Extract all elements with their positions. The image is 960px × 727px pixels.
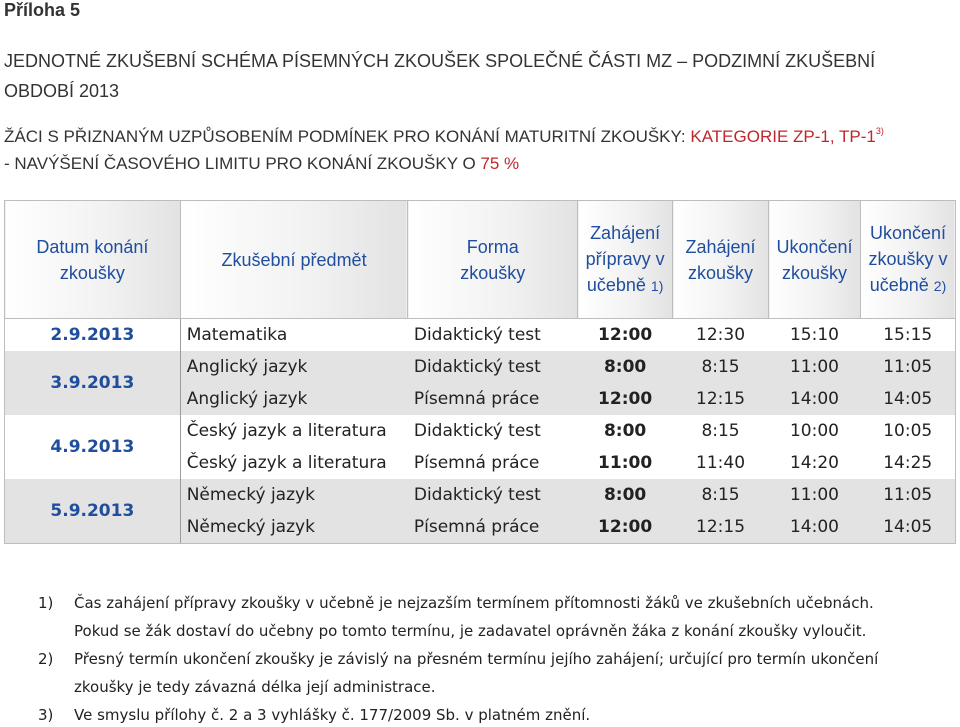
end-time-cell: 14:00 bbox=[769, 511, 861, 544]
exam-date: 3.9.2013 bbox=[5, 351, 181, 415]
end-time-cell: 15:10 bbox=[769, 319, 861, 352]
time-limit-prefix: - NAVÝŠENÍ ČASOVÉHO LIMITU PRO KONÁNÍ ZKOUŠKY O bbox=[4, 154, 481, 173]
exam-date: 5.9.2013 bbox=[5, 479, 181, 544]
subject-cell: Matematika bbox=[180, 319, 408, 352]
end-time-cell: 11:00 bbox=[769, 351, 861, 383]
start-time-cell: 11:40 bbox=[673, 447, 769, 479]
form-cell: Didaktický test bbox=[408, 351, 578, 383]
table-row bbox=[5, 415, 956, 447]
footnote-text: Ve smyslu přílohy č. 2 a 3 vyhlášky č. 177/2009 Sb. v platném znění. bbox=[74, 706, 591, 724]
footnote-text: zkoušky je tedy závazná délka její administrace. bbox=[74, 678, 436, 696]
end-time-cell: 10:00 bbox=[769, 415, 861, 447]
start-time-cell: 8:15 bbox=[673, 415, 769, 447]
room-end-time-cell: 11:05 bbox=[860, 479, 955, 511]
exam-date: 4.9.2013 bbox=[5, 415, 181, 479]
room-end-time-cell: 14:05 bbox=[860, 511, 955, 544]
subject-cell: Německý jazyk bbox=[180, 479, 408, 511]
form-cell: Didaktický test bbox=[408, 479, 578, 511]
prep-time-cell: 12:00 bbox=[578, 511, 673, 544]
table-row bbox=[5, 479, 956, 511]
footnote-number: 3) bbox=[38, 706, 54, 724]
form-cell: Písemná práce bbox=[408, 383, 578, 415]
end-time-cell: 14:20 bbox=[769, 447, 861, 479]
pupils-line-1 bbox=[4, 126, 884, 147]
footnote-number: 1) bbox=[38, 594, 54, 612]
prep-time-cell: 11:00 bbox=[578, 447, 673, 479]
prep-time-cell: 8:00 bbox=[578, 479, 673, 511]
table-row bbox=[5, 319, 956, 352]
pupils-prefix: ŽÁCI S PŘIZNANÝM UZPŮSOBENÍM PODMÍNEK PRO KONÁNÍ MATURITNÍ ZKOUŠKY: bbox=[4, 127, 691, 146]
subject-cell: Anglický jazyk bbox=[180, 351, 408, 383]
start-time-cell: 8:15 bbox=[673, 351, 769, 383]
subject-cell: Německý jazyk bbox=[180, 511, 408, 544]
prep-time-cell: 12:00 bbox=[578, 383, 673, 415]
subject-cell: Anglický jazyk bbox=[180, 383, 408, 415]
end-time-cell: 11:00 bbox=[769, 479, 861, 511]
table-header-row bbox=[5, 201, 956, 319]
exam-schedule-table bbox=[4, 200, 956, 544]
form-cell: Didaktický test bbox=[408, 415, 578, 447]
form-cell: Písemná práce bbox=[408, 447, 578, 479]
prep-time-cell: 12:00 bbox=[578, 319, 673, 352]
end-time-cell: 14:00 bbox=[769, 383, 861, 415]
start-time-cell: 12:15 bbox=[673, 383, 769, 415]
room-end-time-cell: 15:15 bbox=[860, 319, 955, 352]
form-cell: Didaktický test bbox=[408, 319, 578, 352]
exam-date: 2.9.2013 bbox=[5, 319, 181, 352]
start-time-cell: 12:15 bbox=[673, 511, 769, 544]
room-end-time-cell: 11:05 bbox=[860, 351, 955, 383]
subject-cell: Český jazyk a literatura bbox=[180, 447, 408, 479]
header-exam-end: Ukončení zkoušky bbox=[769, 201, 861, 319]
room-end-time-cell: 10:05 bbox=[860, 415, 955, 447]
start-time-cell: 12:30 bbox=[673, 319, 769, 352]
form-cell: Písemná práce bbox=[408, 511, 578, 544]
footnote-number: 2) bbox=[38, 650, 54, 668]
time-limit-percent: 75 % bbox=[480, 154, 520, 173]
subject-cell: Český jazyk a literatura bbox=[180, 415, 408, 447]
category-label: KATEGORIE ZP-1, TP-1 bbox=[690, 127, 876, 146]
header-room-end: Ukončení zkoušky v učebně 2) bbox=[860, 201, 955, 319]
page-title: JEDNOTNÉ ZKUŠEBNÍ SCHÉMA PÍSEMNÝCH ZKOUŠEK SPOLEČNÉ ČÁSTI MZ – PODZIMNÍ ZKUŠEBNÍ OBDOBÍ 2013 bbox=[4, 51, 876, 101]
footnote-text: Přesný termín ukončení zkoušky je závislý na přesném termínu jejího zahájení; určující pro termín ukončení bbox=[74, 650, 879, 668]
room-end-time-cell: 14:05 bbox=[860, 383, 955, 415]
header-form: Forma zkoušky bbox=[408, 201, 578, 319]
header-subject: Zkušební předmět bbox=[180, 201, 408, 319]
table-row bbox=[5, 351, 956, 383]
start-time-cell: 8:15 bbox=[673, 479, 769, 511]
prep-time-cell: 8:00 bbox=[578, 415, 673, 447]
footnote-text: Čas zahájení přípravy zkoušky v učebně je nejzazším termínem přítomnosti žáků ve zkušebních učebnách. bbox=[74, 594, 874, 612]
prep-time-cell: 8:00 bbox=[578, 351, 673, 383]
annex-label: Příloha 5 bbox=[4, 0, 81, 20]
pupils-line-2 bbox=[4, 154, 519, 174]
room-end-time-cell: 14:25 bbox=[860, 447, 955, 479]
header-exam-start: Zahájení zkoušky bbox=[673, 201, 769, 319]
category-footnote-ref: 3) bbox=[875, 126, 884, 136]
header-prep-start: Zahájení přípravy v učebně 1) bbox=[578, 201, 673, 319]
footnote-text: Pokud se žák dostaví do učebny po tomto termínu, je zadavatel oprávněn žáka z konání zkoušky vyloučit. bbox=[74, 622, 867, 640]
header-date: Datum konání zkoušky bbox=[5, 201, 181, 319]
